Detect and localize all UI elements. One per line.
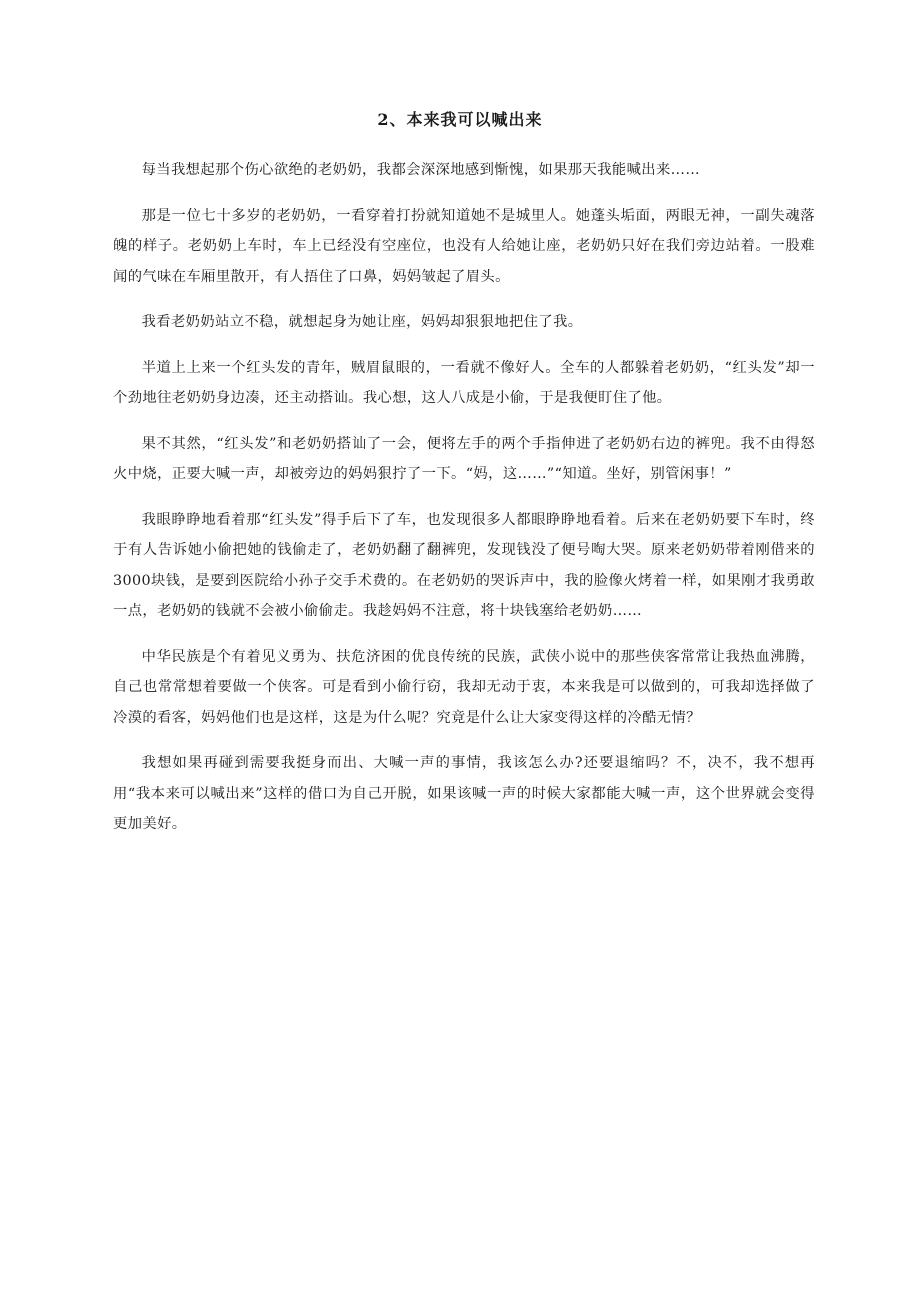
- paragraph-1: 每当我想起那个伤心欲绝的老奶奶，我都会深深地感到惭愧，如果那天我能喊出来……: [141, 162, 701, 178]
- document-title: 2、本来我可以喊出来: [377, 110, 543, 129]
- paragraph-6: 我眼睁睁地看着那“红头发”得手后下了车，也发现很多人都眼睁睁地看着。后来在老奶奶要下车时，终于有人告诉她小偷把她的钱偷走了，老奶奶翻了翻裤兜，发现钱没了便号啕大哭。原来老奶奶带着刚借来的3000块钱，是要到医院给小孙子交手术费的。在老奶奶的哭诉声中，我的脸像火烤着一样，如果刚才我勇敢一点，老奶奶的钱就不会被小偷偷走。我趁妈妈不注意，将十块钱塞给老奶奶……: [113, 511, 815, 619]
- paragraph-2: 那是一位七十多岁的老奶奶，一看穿着打扮就知道她不是城里人。她蓬头垢面，两眼无神，一副失魂落魄的样子。老奶奶上车时，车上已经没有空座位，也没有人给她让座，老奶奶只好在我们旁边站着。一股难闻的气味在车厢里散开，有人捂住了口鼻，妈妈皱起了眉头。: [113, 207, 815, 285]
- paragraph-5: 果不其然，“红头发”和老奶奶搭讪了一会，便将左手的两个手指伸进了老奶奶右边的裤兜。我不由得怒火中烧，正要大喊一声，却被旁边的妈妈狠拧了一下。“妈，这……”“知道。坐好，别管闲事！”: [113, 435, 815, 482]
- paragraph-4: 半道上上来一个红头发的青年，贼眉鼠眼的，一看就不像好人。全车的人都躲着老奶奶，“红头发”却一个劲地往老奶奶身边凑，还主动搭讪。我心想，这人八成是小偷，于是我便盯住了他。: [113, 359, 815, 406]
- paragraph-7: 中华民族是个有着见义勇为、扶危济困的优良传统的民族，武侠小说中的那些侠客常常让我热血沸腾，自己也常常想着要做一个侠客。可是看到小偷行窃，我却无动于衷，本来我是可以做到的，可我却选择做了冷漠的看客，妈妈他们也是这样，这是为什么呢？究竟是什么让大家变得这样的冷酷无情？: [113, 648, 815, 726]
- paragraph-8: 我想如果再碰到需要我挺身而出、大喊一声的事情，我该怎么办?还要退缩吗？不，决不，我不想再用“我本来可以喊出来”这样的借口为自己开脱，如果该喊一声的时候大家都能大喊一声，这个世界就会变得更加美好。: [113, 755, 815, 832]
- document-body: [113, 155, 815, 855]
- paragraph-3: 我看老奶奶站立不稳，就想起身为她让座，妈妈却狠狠地把住了我。: [141, 314, 583, 330]
